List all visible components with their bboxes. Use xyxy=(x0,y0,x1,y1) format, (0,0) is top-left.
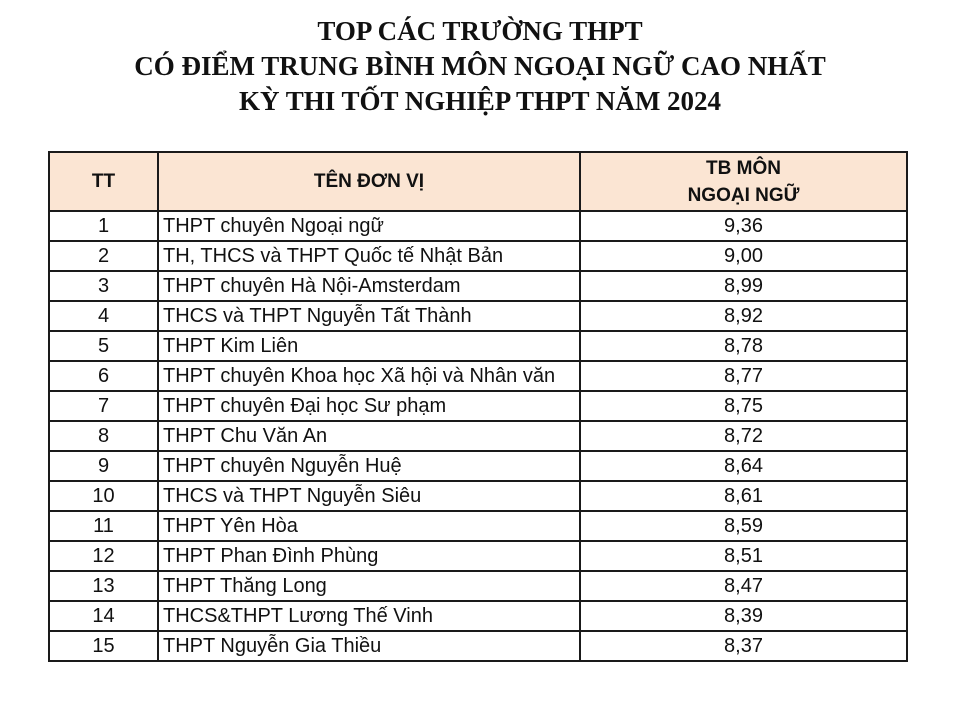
row-name: THPT Yên Hòa xyxy=(158,511,580,541)
row-score: 8,77 xyxy=(580,361,907,391)
row-tt: 10 xyxy=(49,481,158,511)
row-tt: 1 xyxy=(49,211,158,241)
row-score: 8,78 xyxy=(580,331,907,361)
table-header-row xyxy=(49,152,907,211)
row-name: THCS&THPT Lương Thế Vinh xyxy=(158,601,580,631)
row-score: 8,92 xyxy=(580,301,907,331)
row-tt: 4 xyxy=(49,301,158,331)
row-tt: 7 xyxy=(49,391,158,421)
row-score: 9,36 xyxy=(580,211,907,241)
row-score: 8,37 xyxy=(580,631,907,661)
row-score: 8,61 xyxy=(580,481,907,511)
row-name: TH, THCS và THPT Quốc tế Nhật Bản xyxy=(158,241,580,271)
table-row xyxy=(49,631,907,661)
row-score: 8,72 xyxy=(580,421,907,451)
row-score: 8,75 xyxy=(580,391,907,421)
row-name: THPT chuyên Ngoại ngữ xyxy=(158,211,580,241)
row-score: 9,00 xyxy=(580,241,907,271)
ranking-table xyxy=(48,151,908,662)
header-tt: TT xyxy=(49,152,158,211)
table-row xyxy=(49,481,907,511)
row-tt: 8 xyxy=(49,421,158,451)
row-score: 8,39 xyxy=(580,601,907,631)
title-line-2: CÓ ĐIỂM TRUNG BÌNH MÔN NGOẠI NGỮ CAO NHẤT xyxy=(134,51,826,81)
table-row xyxy=(49,331,907,361)
row-tt: 3 xyxy=(49,271,158,301)
row-name: THPT Phan Đình Phùng xyxy=(158,541,580,571)
table-row xyxy=(49,391,907,421)
row-name: THCS và THPT Nguyễn Tất Thành xyxy=(158,301,580,331)
table-row xyxy=(49,271,907,301)
title-line-3: KỲ THI TỐT NGHIỆP THPT NĂM 2024 xyxy=(238,86,722,116)
row-tt: 11 xyxy=(49,511,158,541)
row-name: THPT Kim Liên xyxy=(158,331,580,361)
row-score: 8,64 xyxy=(580,451,907,481)
row-tt: 14 xyxy=(49,601,158,631)
table-row xyxy=(49,241,907,271)
table-row xyxy=(49,211,907,241)
row-name: THCS và THPT Nguyễn Siêu xyxy=(158,481,580,511)
table-body xyxy=(49,211,907,661)
row-name: THPT Thăng Long xyxy=(158,571,580,601)
row-tt: 9 xyxy=(49,451,158,481)
row-score: 8,47 xyxy=(580,571,907,601)
row-name: THPT chuyên Nguyễn Huệ xyxy=(158,451,580,481)
header-name: TÊN ĐƠN VỊ xyxy=(158,152,580,211)
row-score: 8,99 xyxy=(580,271,907,301)
row-tt: 15 xyxy=(49,631,158,661)
row-tt: 12 xyxy=(49,541,158,571)
title-line-1: TOP CÁC TRƯỜNG THPT xyxy=(317,16,643,46)
row-score: 8,59 xyxy=(580,511,907,541)
header-score-line-2: NGOẠI NGỮ xyxy=(687,184,800,206)
header-score xyxy=(580,152,907,211)
row-tt: 2 xyxy=(49,241,158,271)
row-score: 8,51 xyxy=(580,541,907,571)
row-name: THPT Chu Văn An xyxy=(158,421,580,451)
table-row xyxy=(49,421,907,451)
row-name: THPT chuyên Khoa học Xã hội và Nhân văn xyxy=(158,361,580,391)
header-score-line-1: TB MÔN xyxy=(706,157,781,179)
row-tt: 6 xyxy=(49,361,158,391)
row-name: THPT chuyên Hà Nội-Amsterdam xyxy=(158,271,580,301)
table-row xyxy=(49,361,907,391)
table-row xyxy=(49,301,907,331)
row-tt: 5 xyxy=(49,331,158,361)
row-name: THPT chuyên Đại học Sư phạm xyxy=(158,391,580,421)
table-row xyxy=(49,541,907,571)
table-row xyxy=(49,451,907,481)
table-row xyxy=(49,571,907,601)
row-tt: 13 xyxy=(49,571,158,601)
table-row xyxy=(49,511,907,541)
row-name: THPT Nguyễn Gia Thiều xyxy=(158,631,580,661)
page-title xyxy=(0,14,960,119)
table-row xyxy=(49,601,907,631)
